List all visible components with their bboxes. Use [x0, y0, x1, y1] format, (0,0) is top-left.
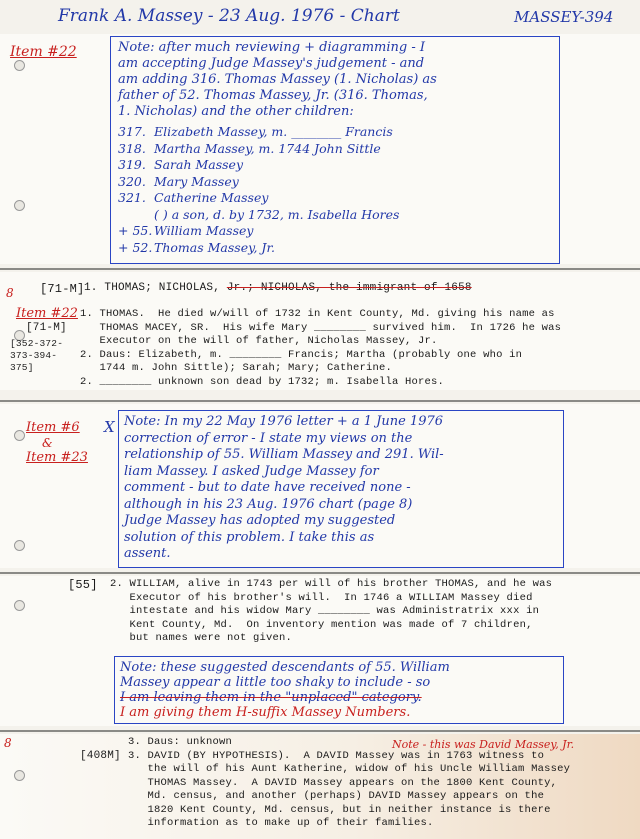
note-line: Note: In my 22 May 1976 letter + a 1 June 1976 [124, 414, 444, 429]
entry-text [128, 736, 570, 831]
child-row [118, 190, 558, 207]
typed-line: Executor on the will of father, Nicholas Massey, Jr. [80, 335, 438, 347]
item-label: Item #23 [26, 450, 88, 465]
punch-hole [14, 600, 25, 611]
card-divider [0, 730, 640, 732]
typed-line: the will of his Aunt Katherine, widow of his Uncle William Massey [128, 763, 571, 775]
note-line-struck: I am leaving them in the "unplaced" category. [120, 690, 422, 705]
item-label-amp: & [42, 436, 53, 450]
note-line: assent. [124, 546, 171, 561]
note-line: father of 52. Thomas Massey, Jr. (316. Thomas, [118, 88, 428, 103]
typed-line: 2. ________ unknown son dead by 1732; m. Isabella Hores. [80, 375, 445, 388]
punch-hole [14, 60, 25, 71]
typed-line: Md. census, and another (perhaps) DAVID Massey appears on the [128, 790, 545, 802]
typed-line: Executor of his brother's will. In 1746 a WILLIAM Massey died [110, 591, 533, 604]
punch-hole [14, 540, 25, 551]
typed-line: but names were not given. [110, 632, 293, 644]
child-num: 317. [118, 124, 146, 139]
child-num: 318. [118, 140, 146, 156]
margin-mark: 8 [4, 736, 12, 750]
ref-list: [352-372- 373-394- 375] [10, 338, 64, 373]
note-line: Note: after much reviewing + diagramming - I [118, 40, 425, 55]
typed-line: information as to make up of their families. [128, 817, 434, 829]
child-num: + 52. [118, 239, 153, 255]
typed-line: 1744 m. John Sittle); Sarah; Mary; Catherine. [80, 362, 393, 374]
note-line: relationship of 55. William Massey and 291. Wil- [124, 447, 444, 462]
note-line: am adding 316. Thomas Massey (1. Nicholas) as [118, 72, 437, 87]
page-title: Frank A. Massey - 23 Aug. 1976 - Chart [58, 6, 400, 26]
ref-number: [71-M] [26, 322, 67, 334]
margin-mark: 8 [6, 286, 14, 300]
child-row [118, 157, 558, 174]
note-text [118, 40, 558, 120]
item-label: Item #22 [10, 44, 77, 60]
child-row [118, 141, 558, 158]
child-row [118, 207, 558, 224]
ref-number: [55] [68, 578, 98, 592]
heading-struck: Jr.; NICHOLAS, the immigrant of 1658 [226, 282, 472, 294]
entry-heading [84, 282, 472, 294]
ref-number: [71-M] [40, 282, 85, 296]
note-line: Judge Massey has adopted my suggested [124, 513, 396, 528]
child-text: Sarah Massey [154, 157, 244, 172]
note-line: although in his 23 Aug. 1976 chart (page 8) [124, 496, 413, 512]
child-num: + 55. [118, 223, 153, 238]
ref-number: [408M] [80, 750, 121, 762]
child-text: ( ) a son, d. by 1732, m. Isabella Hores [154, 206, 400, 222]
child-row [118, 174, 558, 191]
typed-line: 1. THOMAS. He died w/will of 1732 in Kent County, Md. giving his name as [80, 308, 555, 320]
typed-line: THOMAS Massey. A DAVID Massey appears on the 1800 Kent County, [128, 776, 558, 789]
punch-hole [14, 770, 25, 781]
note-line: liam Massey. I asked Judge Massey for [124, 463, 379, 479]
typed-line: 2. Daus: Elizabeth, m. ________ Francis; Martha (probably one who in [80, 348, 523, 361]
note-line: Massey appear a little too shaky to include - so [120, 675, 431, 690]
item-label: Item #22 [16, 306, 78, 321]
note-line: am accepting Judge Massey's judgement - and [118, 56, 425, 71]
punch-hole [14, 200, 25, 211]
note-text [124, 414, 564, 563]
child-row [118, 240, 558, 257]
typed-line: intestate and his widow Mary ________ was Administratrix xxx in [110, 605, 540, 617]
child-text: Thomas Massey, Jr. [154, 239, 276, 255]
x-mark: X [104, 418, 115, 436]
red-note: Note - this was David Massey, Jr. [392, 738, 575, 751]
child-num: 320. [118, 173, 146, 189]
card-divider [0, 268, 640, 270]
children-list [118, 124, 558, 256]
child-text: Catherine Massey [154, 190, 269, 205]
child-text: Mary Massey [154, 173, 239, 189]
note-line: I am giving them H-suffix Massey Numbers. [120, 705, 411, 720]
typed-line: 2. WILLIAM, alive in 1743 per will of his brother THOMAS, and he was [110, 578, 553, 590]
note-text [120, 660, 560, 720]
child-row [118, 124, 558, 141]
typed-line: 3. Daus: unknown [128, 736, 233, 748]
child-text: Martha Massey, m. 1744 John Sittle [154, 140, 381, 156]
note-line: comment - but to date have received none - [124, 480, 411, 495]
entry-text [110, 578, 552, 646]
child-num: 321. [118, 190, 146, 205]
child-text: William Massey [154, 223, 254, 238]
typed-line: 3. DAVID (BY HYPOTHESIS). A DAVID Massey was in 1763 witness to [128, 749, 545, 762]
note-line: Note: these suggested descendants of 55. William [120, 660, 450, 675]
typed-line: 1820 Kent County, Md. census, but in neither instance is there [128, 803, 551, 816]
card-divider [0, 400, 640, 402]
child-row [118, 223, 558, 240]
card-divider [0, 572, 640, 574]
typed-line: Kent County, Md. On inventory mention was made of 7 children, [110, 618, 533, 631]
page-code: MASSEY-394 [514, 8, 614, 26]
typed-line: THOMAS MACEY, SR. His wife Mary ________ survived him. In 1726 he was [80, 321, 562, 334]
punch-hole [14, 430, 25, 441]
note-line: solution of this problem. I take this as [124, 529, 375, 545]
child-num: 319. [118, 157, 146, 172]
heading-text: 1. THOMAS; NICHOLAS, [84, 282, 227, 294]
entry-text [80, 308, 561, 389]
note-line: correction of error - I state my views on the [124, 430, 413, 446]
item-label: Item #6 [26, 420, 80, 435]
note-line: 1. Nicholas) and the other children: [118, 104, 354, 119]
child-text: Elizabeth Massey, m. ________ Francis [154, 124, 393, 139]
